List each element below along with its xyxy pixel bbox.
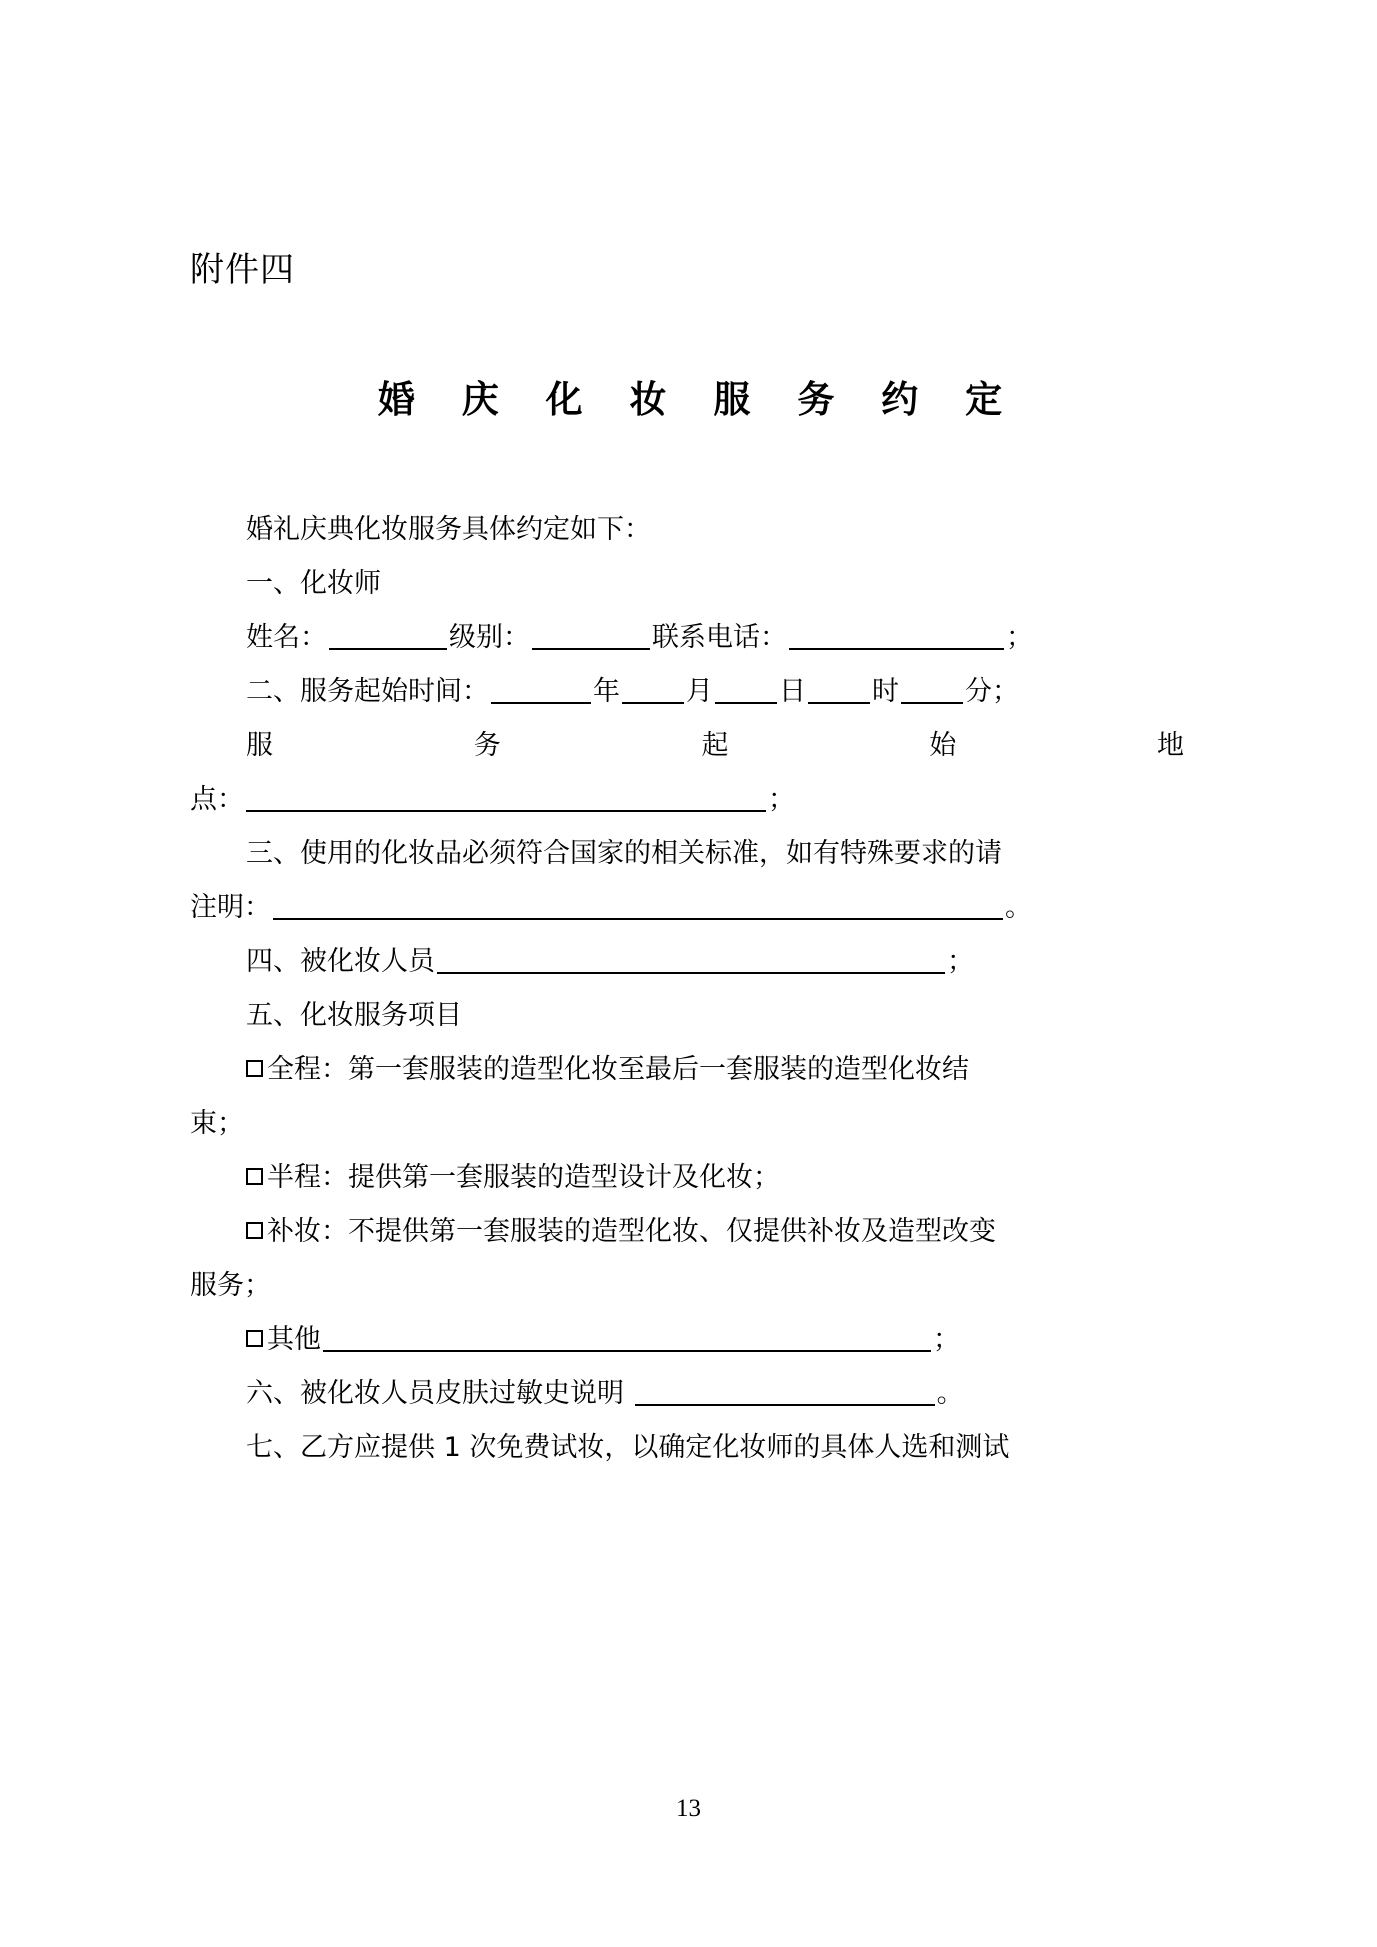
service-option-touchup (190, 1205, 1190, 1259)
month-unit: 月 (686, 675, 713, 707)
service-place-spread-line (190, 719, 1190, 773)
service-place-field (190, 773, 1190, 827)
service-option-touchup-cont: 服务； (190, 1269, 271, 1301)
name-label: 姓名： (246, 621, 327, 653)
service-option-half (190, 1151, 1190, 1205)
service-option-full (190, 1043, 1190, 1097)
place-char-1: 服 (246, 729, 273, 761)
section-5-heading: 五、化妆服务项目 (246, 999, 462, 1031)
section-4-end: ； (947, 945, 974, 977)
section-1-fields (190, 611, 1190, 665)
checkbox-full-service[interactable] (246, 1060, 263, 1077)
document-body (190, 503, 1190, 1475)
note-end: 。 (1005, 891, 1032, 923)
option-full-text: 全程：第一套服装的造型化妆至最后一套服装的造型化妆结 (267, 1053, 969, 1085)
phone-label: 联系电话： (652, 621, 787, 653)
document-content (190, 0, 1190, 1475)
minute-input-blank[interactable] (901, 674, 963, 704)
allergy-label: 六、被化妆人员皮肤过敏史说明 (246, 1377, 624, 1409)
page-title: 婚 庆 化 妆 服 务 约 定 (377, 377, 1020, 421)
month-input-blank[interactable] (622, 674, 684, 704)
section-1-heading: 一、化妆师 (246, 567, 381, 599)
level-input-blank[interactable] (532, 620, 650, 650)
checkbox-half-service[interactable] (246, 1168, 263, 1185)
day-unit: 日 (779, 675, 806, 707)
level-label: 级别： (449, 621, 530, 653)
allergy-end: 。 (936, 1377, 964, 1409)
intro-label: 婚礼庆典化妆服务具体约定如下： (246, 513, 651, 545)
page-number: 13 (676, 1795, 701, 1822)
place-char-4: 始 (929, 729, 957, 761)
section-3-text: 三、使用的化妆品必须符合国家的相关标准，如有特殊要求的请 (246, 837, 1002, 869)
intro-paragraph (190, 503, 1190, 557)
checkbox-touchup-service[interactable] (246, 1222, 263, 1239)
note-input-blank[interactable] (273, 890, 1003, 920)
name-input-blank[interactable] (329, 620, 447, 650)
phone-input-blank[interactable] (789, 620, 1004, 650)
place-char-2: 务 (473, 729, 501, 761)
place-end: ； (768, 783, 795, 815)
allergy-input-blank[interactable] (635, 1376, 935, 1406)
place-char-5: 地 (1157, 729, 1184, 761)
hour-unit: 时 (872, 675, 899, 707)
option-half-text: 半程：提供第一套服装的造型设计及化妆； (267, 1161, 780, 1193)
section-7-text: 七、乙方应提供 1 次免费试妆，以确定化妆师的具体人选和测试 (246, 1431, 1010, 1463)
attachment-label: 附件四 (190, 250, 295, 290)
checkbox-other-service[interactable] (246, 1330, 263, 1347)
section-6-field (190, 1367, 1190, 1421)
hour-input-blank[interactable] (808, 674, 870, 704)
minute-unit: 分； (965, 675, 1019, 707)
year-unit: 年 (593, 675, 620, 707)
day-input-blank[interactable] (715, 674, 777, 704)
option-other-label: 其他 (267, 1323, 321, 1355)
section-2-heading (190, 665, 1190, 719)
service-option-other (190, 1313, 1190, 1367)
option-touchup-text: 补妆：不提供第一套服装的造型化妆、仅提供补妆及造型改变 (267, 1215, 996, 1247)
place-input-blank[interactable] (246, 782, 766, 812)
note-label: 注明： (190, 891, 271, 923)
made-up-person-label: 四、被化妆人员 (246, 945, 435, 977)
section-4-field (190, 935, 1190, 989)
option-other-end: ； (933, 1323, 960, 1355)
made-up-person-input-blank[interactable] (437, 944, 945, 974)
option-other-input-blank[interactable] (323, 1322, 931, 1352)
service-start-time-label: 二、服务起始时间： (246, 675, 489, 707)
section-1-end: ； (1006, 621, 1033, 653)
service-option-full-cont: 束； (190, 1107, 244, 1139)
year-input-blank[interactable] (491, 674, 591, 704)
place-char-3: 起 (701, 729, 729, 761)
section-3-note (190, 881, 1190, 935)
place-label: 点： (190, 783, 244, 815)
